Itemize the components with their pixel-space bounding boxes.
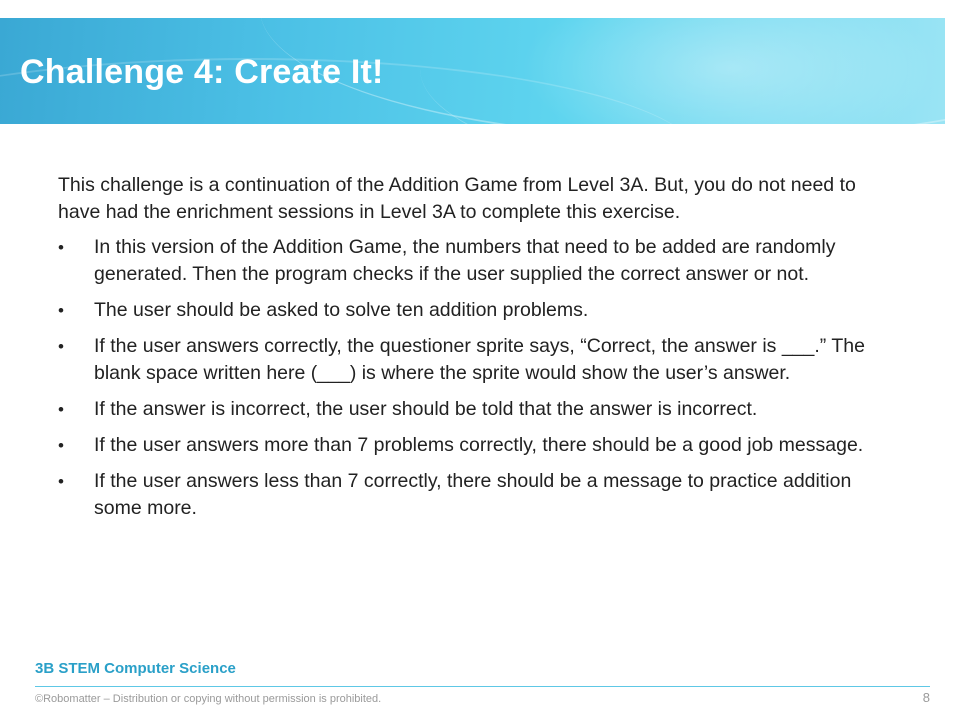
bullet-icon: • (58, 301, 64, 320)
bullet-item (58, 396, 898, 423)
banner-glow (520, 18, 940, 124)
bullet-icon: • (58, 472, 64, 491)
bullet-item (58, 234, 898, 288)
intro-paragraph: This challenge is a continuation of the Addition Game from Level 3A. But, you do not need to have had the enrichment sessions in Level 3A to complete this exercise. (58, 174, 856, 223)
bullet-icon: • (58, 337, 64, 356)
bullet-text: The user should be asked to solve ten addition problems. (94, 299, 589, 321)
footer-divider (35, 686, 930, 687)
page-number: 8 (922, 690, 930, 705)
bullet-item (58, 297, 898, 324)
slide-title: Challenge 4: Create It! (20, 53, 384, 91)
course-name: 3B STEM Computer Science (35, 660, 236, 677)
bullet-text: If the user answers correctly, the questioner sprite says, “Correct, the answer is ___.” The blank space written here (___) is where the sprite would show the user’s answer. (94, 335, 865, 384)
copyright-notice: ©Robomatter – Distribution or copying without permission is prohibited. (35, 693, 382, 705)
bullet-item (58, 468, 898, 522)
bullet-icon: • (58, 436, 64, 455)
bullet-item (58, 333, 898, 387)
bullet-icon: • (58, 238, 64, 257)
bullet-text: If the answer is incorrect, the user should be told that the answer is incorrect. (94, 398, 758, 420)
bullet-text: If the user answers more than 7 problems correctly, there should be a good job message. (94, 434, 864, 456)
bullet-icon: • (58, 400, 64, 419)
bullet-text: In this version of the Addition Game, the numbers that need to be added are randomly generated. Then the program checks if the user supplied the correct answer or not. (94, 236, 836, 285)
bullet-list (58, 234, 898, 522)
bullet-item (58, 432, 898, 459)
title-banner (0, 18, 945, 124)
slide-body (58, 172, 898, 531)
bullet-text: If the user answers less than 7 correctly, there should be a message to practice addition some more. (94, 470, 852, 519)
